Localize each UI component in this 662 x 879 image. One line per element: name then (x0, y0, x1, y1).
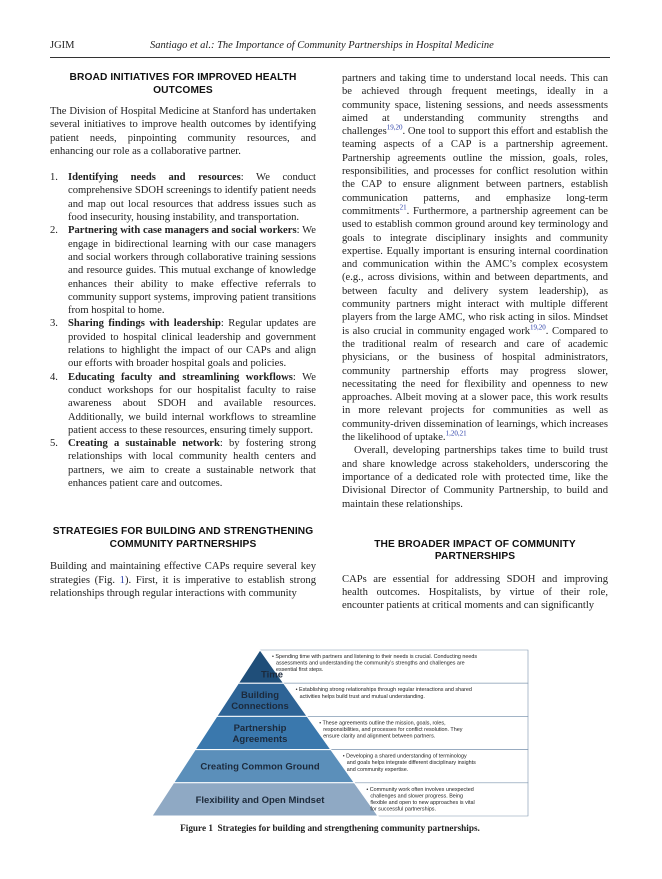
intro-paragraph: The Division of Hospital Medicine at Stanford has undertaken several initiatives to improve health outcomes by identifying patient needs, pinpointing community resources, and enhancing our role as a collaborative partner. (50, 106, 316, 157)
list-item-text: : by fostering strong relationships with local community health centers and partners, we aim to create a sustainable network that enhances patient care and outcomes. (68, 438, 317, 490)
strategies-paragraph: Building and maintaining effective CAPs require several key strategies (Fig. 1). First, it is imperative to establish strong relationships through regular interactions with community (50, 561, 316, 599)
figure-link[interactable]: 1 (119, 574, 125, 586)
list-item-text: : We conduct workshops for our hospitalist faculty to raise awareness about SDOH and available resources. Additionally, we build internal workflows to streamline patient access to these resources, ensuring timely support. (68, 371, 316, 436)
partnership-paragraph: partners and taking time to understand local needs. This can be achieved through frequent meetings, ideally in a community space, listening sessions, and needs assessments aimed at understanding community strengths and challenges$^{19,20}$. One tool to support this effort and establish the teaming aspects of a CAP is a partnership agreement. Partnership agreements outline the mission, goals, roles, responsibilities, and processes for conflict resolution within the CAP to ensure alignment between partners, establish communication patterns, and emphasize long-term commitments$^{21}$. Furthermore, a partnership agreement can be used to establish common ground around key terminology and goals to integrate disciplinary insights and community expertise. Equally important is ensuring internal coordination and communication within the AMC’s complex ecosystem (e.g., across divisions, within and between departments, and between faculty and delivery system leadership), as community partners might interact with multiple different players from the large AMC, who risk acting in silos. Mindset is also crucial in community engaged work$^{19,20}$. Compared to the traditional realm of research and care of academic physicians, or the business of hospital administrators, community partnership efforts may progress slower, necessitating the need for flexibility and openness to new approaches. Albeit moving at a slower pace, this work results in more relevant projects for communities as well as community-driven dissemination of learnings, which increases the likelihood of uptake.$^{1,20,21}$ (342, 73, 608, 444)
pyramid-level (217, 683, 528, 716)
section-heading-broad-initiatives: BROAD INITIATIVES FOR IMPROVED HEALTH OUTCOMES (69, 72, 297, 96)
left-column (50, 72, 316, 600)
initiatives-list (50, 171, 316, 490)
pyramid-description-text: • Spending time with partners and listening to their needs is crucial. Conducting needs (272, 654, 478, 660)
pyramid-description-text: challenges and slower progress. Being (370, 793, 463, 800)
pyramid-level (238, 650, 528, 683)
pyramid-description-text: and goals helps integrate different disciplinary insights (346, 760, 476, 767)
figure-caption (50, 823, 610, 833)
pyramid-description-text: essential first steps. (276, 667, 324, 674)
figure-caption-text: Strategies for building and strengthening community partnerships. (217, 823, 480, 833)
list-item-title: Sharing findings with leadership (68, 318, 221, 330)
pyramid-tier-label: Partnership (233, 723, 287, 734)
list-item (50, 171, 316, 224)
list-item-title: Partnering with case managers and social workers (68, 225, 297, 237)
figure-caption-label: Figure 1 (180, 823, 213, 833)
list-item (50, 371, 316, 437)
pyramid-level (174, 750, 528, 783)
list-item-number: 1. (50, 172, 58, 184)
strategy-pyramid-figure (150, 648, 530, 818)
list-item-text: : We engage in bidirectional learning with our case managers and social workers through collaborative training sessions and resource guides. This mutual exchange of knowledge enhances their ability to make effective referrals to community support systems, improving patient transitions from hospital to home. (68, 225, 316, 317)
pyramid-description-text: • These agreements outline the mission, goals, roles, (319, 720, 446, 727)
journal-name: JGIM (50, 40, 75, 51)
list-item-title: Educating faculty and streamlining workflows (68, 371, 293, 383)
pyramid-level (195, 716, 528, 749)
list-item (50, 317, 316, 370)
header-rule (50, 57, 610, 58)
section-heading-broader-impact: THE BROADER IMPACT OF COMMUNITY PARTNERSHIPS (374, 538, 576, 563)
pyramid-description-text: activities helps build trust and mutual understanding. (299, 693, 425, 700)
right-column (342, 72, 608, 613)
section-heading-strategies: STRATEGIES FOR BUILDING AND STRENGTHENING COMMUNITY PARTNERSHIPS (52, 526, 314, 550)
overall-paragraph: Overall, developing partnerships takes time to build trust and share knowledge across stakeholders, underscoring the importance of a dedicated role with protected time, like the Divisional Director of Community Partnership, to build and maintain these relationships. (342, 445, 608, 510)
list-item-number: 4. (50, 371, 58, 383)
pyramid-description-text: assessments and understanding the community’s strengths and challenges are (276, 660, 465, 667)
list-item-text: : Regular updates are provided to hospital clinical leadership and government relations to highlight the impact of our CAPs and align our efforts with broader hospital goals and policies. (68, 318, 316, 370)
list-item-number: 3. (50, 318, 58, 330)
pyramid-description-text: for successful partnerships. (370, 806, 437, 813)
pyramid-description-text: flexible and open to new approaches is vital (370, 800, 475, 806)
citation-link[interactable]: 21 (399, 203, 407, 212)
running-title: Santiago et al.: The Importance of Community Partnerships in Hospital Medicine (150, 40, 494, 51)
pyramid-tier-label: Flexibility and Open Mindset (195, 794, 325, 806)
pyramid-tier-label: Building (241, 689, 279, 701)
pyramid-tier-label: Connections (231, 700, 289, 712)
pyramid-description-text: • Community work often involves unexpected (366, 786, 474, 793)
pyramid-description-text: responsibilities, and processes for conflict resolution. They (323, 727, 463, 733)
list-item (50, 437, 316, 490)
pyramid-tier-label: Time (260, 669, 284, 681)
list-item-title: Creating a sustainable network (68, 438, 220, 450)
running-header (50, 40, 610, 56)
citation-link[interactable]: 19,20 (530, 323, 546, 332)
citation-link[interactable]: 1,20,21 (445, 429, 467, 438)
pyramid-description-text: • Developing a shared understanding of terminology (342, 753, 467, 760)
list-item-text: : We conduct comprehensive SDOH screenings to identify patient needs and map out local resources that address issues such as food insecurity, housing instability, and transportation. (68, 172, 317, 224)
pyramid-description-text: and community expertise. (346, 766, 409, 773)
list-item-title: Identifying needs and resources (68, 172, 241, 184)
list-item-number: 2. (50, 225, 58, 237)
pyramid-tier-label: Creating Common Ground (200, 761, 320, 773)
pyramid-level (152, 783, 528, 816)
list-item (50, 224, 316, 317)
list-item-number: 5. (50, 438, 58, 450)
pyramid-description-text: ensure clarity and alignment between partners. (323, 733, 436, 740)
citation-link[interactable]: 19,20 (386, 123, 403, 132)
impact-paragraph: CAPs are essential for addressing SDOH and improving health outcomes. Hospitalists, by virtue of their role, encounter patients at critical moments and can significantly (342, 573, 608, 612)
pyramid-description-text: • Establishing strong relationships through regular interactions and shared (295, 687, 472, 694)
pyramid-tier-label: Agreements (232, 734, 288, 745)
